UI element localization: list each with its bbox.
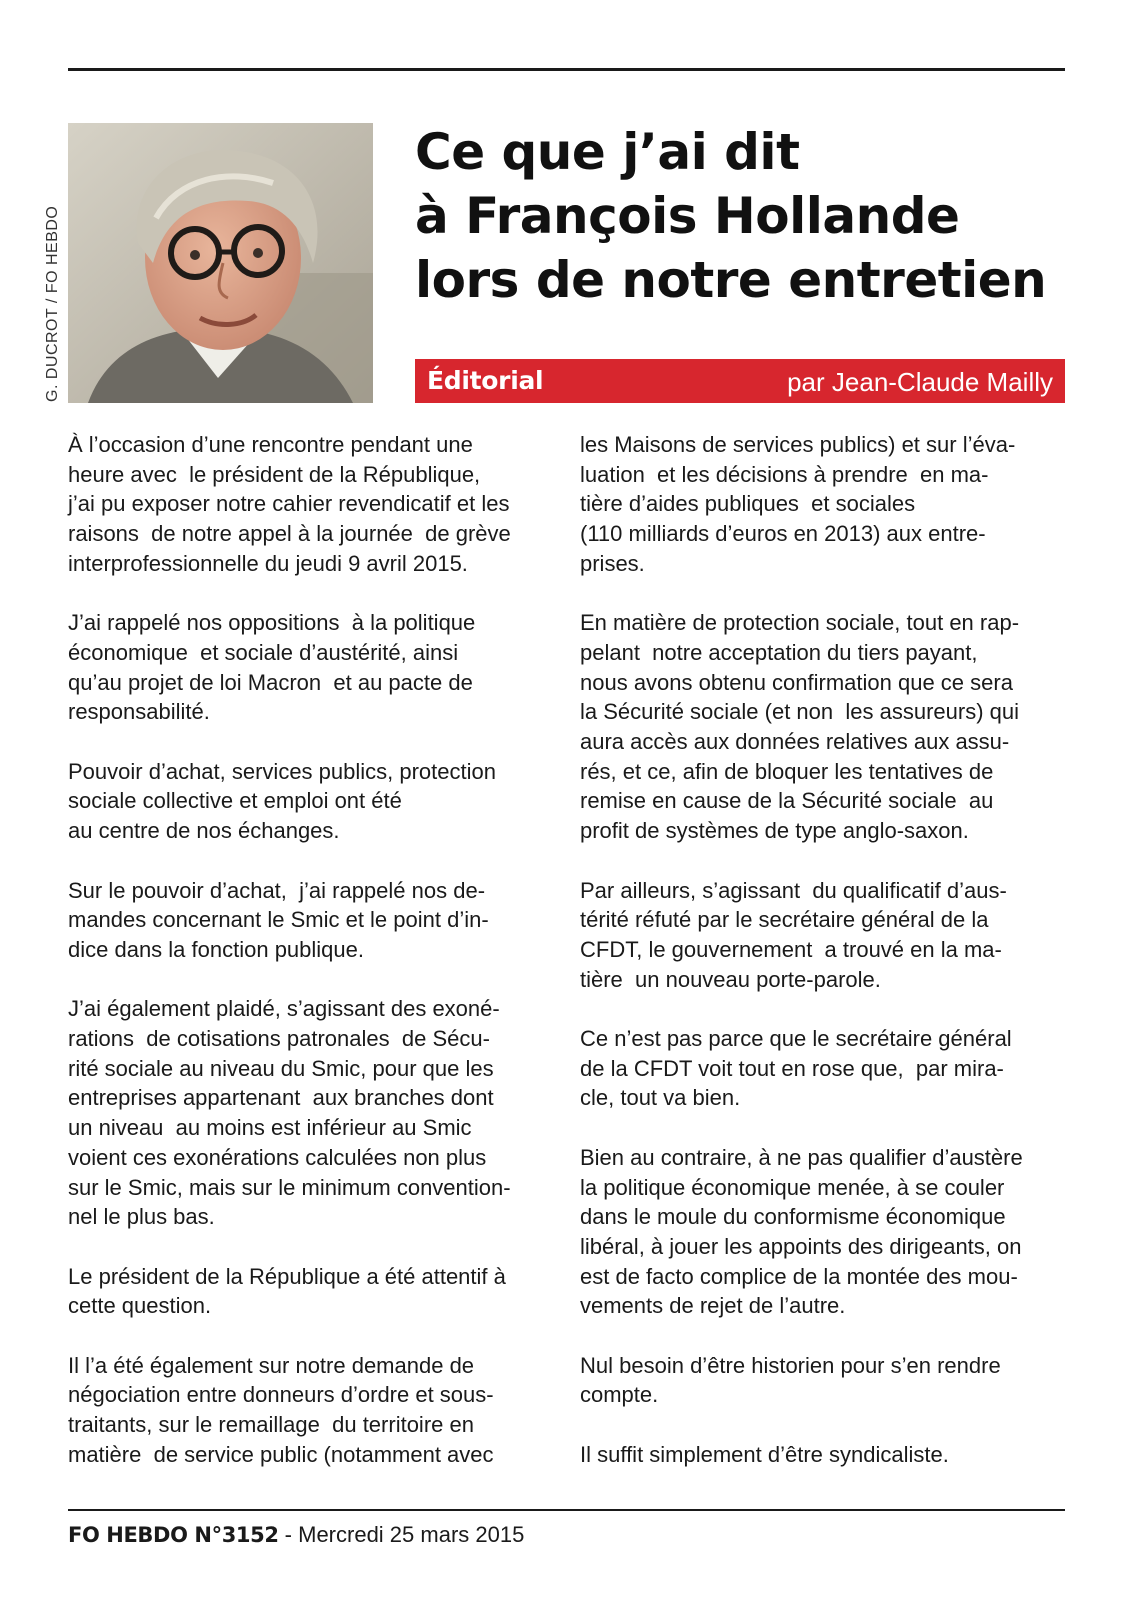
- text-line: nous avons obtenu confirmation que ce sera: [580, 669, 1013, 695]
- text-line: de la CFDT voit tout en rose que, par mira-: [580, 1055, 1004, 1081]
- text-line: compte.: [580, 1382, 659, 1408]
- article-column-left: [68, 430, 568, 1499]
- paragraph: [68, 1351, 568, 1470]
- top-rule: [68, 68, 1065, 71]
- text-line: Il suffit simplement d’être syndicaliste.: [580, 1441, 949, 1467]
- footer-separator: -: [278, 1522, 299, 1547]
- page-footer: [68, 1522, 524, 1548]
- text-line: cle, tout va bien.: [580, 1085, 741, 1111]
- text-line: sociale collective et emploi ont été: [68, 788, 402, 814]
- text-line: un niveau au moins est inférieur au Smic: [68, 1115, 472, 1141]
- paragraph: [68, 1262, 568, 1321]
- text-line: Pouvoir d’achat, services publics, protection: [68, 758, 496, 784]
- text-line: Bien au contraire, à ne pas qualifier d’austère: [580, 1144, 1023, 1170]
- text-line: Il l’a été également sur notre demande de: [68, 1352, 475, 1378]
- text-line: vements de rejet de l’autre.: [580, 1293, 846, 1319]
- text-line: (110 milliards d’euros en 2013) aux entre-: [580, 521, 986, 547]
- text-line: cette question.: [68, 1293, 212, 1319]
- text-line: rés, et ce, afin de bloquer les tentatives de: [580, 758, 994, 784]
- text-line: la Sécurité sociale (et non les assureurs) qui: [580, 699, 1019, 725]
- text-line: Par ailleurs, s’agissant du qualificatif d’aus-: [580, 877, 1007, 903]
- text-line: Nul besoin d’être historien pour s’en rendre: [580, 1352, 1001, 1378]
- paragraph: [580, 1440, 1080, 1470]
- text-line: pelant notre acceptation du tiers payant,: [580, 639, 978, 665]
- text-line: À l’occasion d’une rencontre pendant une: [68, 432, 473, 457]
- photo-credit: G. DUCROT / FO HEBDO: [44, 205, 61, 402]
- editorial-rubric-bar: [415, 359, 1065, 403]
- text-line: traitants, sur le remaillage du territoire en: [68, 1412, 474, 1438]
- article-column-right: [580, 430, 1080, 1499]
- paragraph: [68, 994, 568, 1232]
- text-line: est de facto complice de la montée des mou-: [580, 1263, 1018, 1289]
- paragraph: [580, 1143, 1080, 1321]
- text-line: J’ai rappelé nos oppositions à la politique: [68, 610, 476, 636]
- text-line: dice dans la fonction publique.: [68, 936, 364, 962]
- text-line: Sur le pouvoir d’achat, j’ai rappelé nos de-: [68, 877, 486, 903]
- text-line: matière de service public (notamment avec: [68, 1441, 494, 1467]
- text-line: libéral, à jouer les appoints des dirigeants, on: [580, 1233, 1022, 1259]
- text-line: dans le moule du conformisme économique: [580, 1204, 1006, 1230]
- portrait-illustration: [68, 123, 373, 403]
- headline: [415, 120, 1065, 312]
- text-line: la politique économique menée, à se couler: [580, 1174, 1005, 1200]
- text-line: rations de cotisations patronales de Sécu-: [68, 1026, 490, 1051]
- paragraph: [68, 608, 568, 727]
- text-line: rité sociale au niveau du Smic, pour que les: [68, 1055, 494, 1081]
- text-line: voient ces exonérations calculées non plus: [68, 1144, 487, 1170]
- text-line: au centre de nos échanges.: [68, 818, 340, 844]
- text-line: Le président de la République a été attentif à: [68, 1263, 506, 1289]
- text-line: nel le plus bas.: [68, 1204, 215, 1230]
- text-line: responsabilité.: [68, 699, 210, 725]
- headline-line: à François Hollande: [415, 187, 960, 245]
- text-line: négociation entre donneurs d’ordre et sous-: [68, 1382, 494, 1408]
- text-line: économique et sociale d’austérité, ainsi: [68, 639, 459, 665]
- text-line: luation et les décisions à prendre en ma-: [580, 461, 989, 487]
- text-line: tière un nouveau porte-parole.: [580, 966, 881, 992]
- author-byline: par Jean-Claude Mailly: [787, 367, 1053, 397]
- text-line: interprofessionnelle du jeudi 9 avril 2015.: [68, 550, 468, 576]
- bottom-rule: [68, 1509, 1065, 1511]
- text-line: heure avec le président de la République,: [68, 461, 481, 487]
- text-line: tière d’aides publiques et sociales: [580, 491, 916, 517]
- author-portrait-photo: [68, 123, 373, 403]
- paragraph: [580, 1024, 1080, 1113]
- text-line: sur le Smic, mais sur le minimum convention-: [68, 1174, 511, 1200]
- text-line: j’ai pu exposer notre cahier revendicatif et les: [68, 491, 510, 517]
- text-line: J’ai également plaidé, s’agissant des exoné-: [68, 996, 500, 1022]
- text-line: remise en cause de la Sécurité sociale au: [580, 788, 994, 814]
- paragraph: [68, 757, 568, 846]
- text-line: entreprises appartenant aux branches dont: [68, 1085, 494, 1111]
- text-line: CFDT, le gouvernement a trouvé en la ma-: [580, 936, 1002, 962]
- headline-line: lors de notre entretien: [415, 251, 1047, 309]
- text-line: térité réfuté par le secrétaire général de la: [580, 907, 989, 933]
- publication-issue: FO HEBDO N°3152: [68, 1523, 279, 1547]
- text-line: profit de systèmes de type anglo-saxon.: [580, 818, 969, 844]
- issue-date: Mercredi 25 mars 2015: [298, 1522, 525, 1547]
- text-line: mandes concernant le Smic et le point d’in-: [68, 907, 489, 933]
- text-line: raisons de notre appel à la journée de grève: [68, 521, 511, 547]
- paragraph: [580, 1351, 1080, 1410]
- paragraph: [68, 430, 568, 579]
- text-line: En matière de protection sociale, tout en rap-: [580, 610, 1020, 636]
- text-line: qu’au projet de loi Macron et au pacte de: [68, 669, 473, 695]
- paragraph: [580, 876, 1080, 995]
- text-line: Ce n’est pas parce que le secrétaire général: [580, 1026, 1012, 1052]
- text-line: prises.: [580, 550, 645, 576]
- text-line: les Maisons de services publics) et sur l’éva-: [580, 432, 1016, 457]
- paragraph: [580, 608, 1080, 846]
- headline-line: Ce que j’ai dit: [415, 123, 800, 181]
- paragraph: [580, 430, 1080, 579]
- text-line: aura accès aux données relatives aux assu-: [580, 729, 1010, 755]
- rubric-label: Éditorial: [427, 366, 544, 395]
- paragraph: [68, 876, 568, 965]
